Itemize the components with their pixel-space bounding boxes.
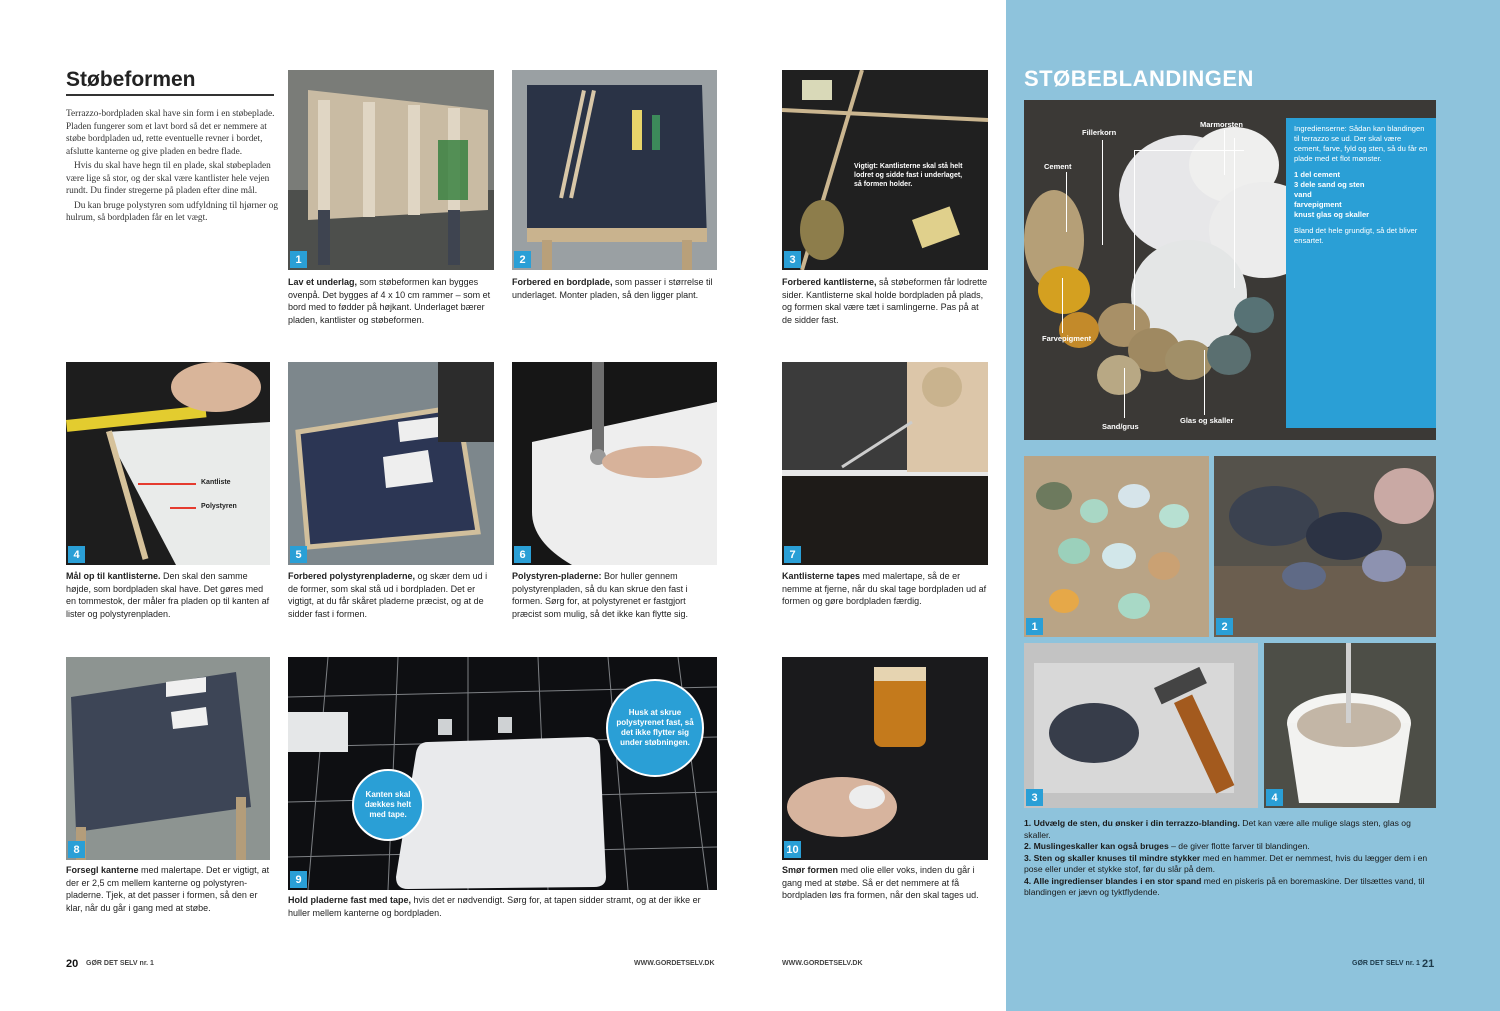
- step-text: med en piskeris på en boremaskine. Der tilsættes vand, til blandingen er jævn og tyktflydende.: [1024, 875, 1425, 897]
- sidebar-title: STØBEBLANDINGEN: [1024, 66, 1254, 91]
- caption-step-10: [782, 864, 988, 902]
- intro-paragraph: Du kan bruge polystyren som udfyldning til hjørner og hulrum, så bordpladen får en let vægt.: [66, 200, 278, 223]
- caption-text: Bor huller gennem polystyrenpladen, så du kan skrue den fast i formen. Sørg for, at polystyrenet er fastgjort præcist som mulig, så det ikke kan flytte sig.: [512, 571, 689, 619]
- step-index: 2: [1024, 841, 1029, 851]
- sidebar-step-4: 4. Alle ingredienser blandes i en stor spand med en piskeris på en boremaskine. Der tilsættes vand, til blandingen er jævn og tyktflydende.: [1024, 875, 1425, 897]
- step-number: 3: [784, 251, 801, 268]
- step-text: med en hammer. Det er nemmest, hvis du lægger dem i en pose eller under et stykke stof, før du slår på dem.: [1024, 852, 1428, 874]
- photo-taping-edges: [782, 362, 988, 565]
- photo-ingredients: [1024, 100, 1436, 440]
- step-number: 9: [290, 871, 307, 888]
- step-lead: Muslingeskaller kan også bruges: [1033, 841, 1169, 851]
- caption-step-4: [66, 570, 270, 620]
- intro-paragraph: Terrazzo-bordpladen skal have sin form i en støbeplade. Pladen fungerer som et lavt bord så det er nemmere at støbe bordpladen ud, rette eventuelle revner i bordet, afslutte kanterne og give pladen en bedre flade.: [66, 109, 275, 157]
- info-list-item: 1 del cement: [1294, 170, 1341, 179]
- caption-lead: Kantlisterne tapes: [782, 571, 861, 581]
- step-number: 7: [784, 546, 801, 563]
- info-list-item: farvepigment: [1294, 200, 1342, 209]
- caption-text: Den skal den samme højde, som bordpladen skal have. Det gøres med en tommestok, der måler fra pladen op til kanten af lister og polystyrenpladen.: [66, 571, 270, 619]
- left-folio: 20: [66, 958, 79, 970]
- caption-step-3: [782, 276, 988, 326]
- caption-text: med olie eller voks, inden du går i gang med at støbe. Så er det nemmere at få bordpladen løs fra formen, når den skal tages ud.: [782, 865, 979, 900]
- caption-step-2: [512, 276, 717, 301]
- caption-lead: Mål op til kantlisterne.: [66, 571, 161, 581]
- info-list-item: 3 dele sand og sten: [1294, 180, 1365, 189]
- step-lead: Sten og skaller knuses til mindre stykker: [1033, 852, 1201, 863]
- label-filler: Fillerkorn: [1082, 128, 1117, 137]
- left-url: WWW.GORDETSELV.DK: [634, 960, 715, 967]
- photo-sea-glass: [1024, 456, 1209, 637]
- photo-mussel-shells: [1214, 456, 1436, 637]
- photo-wooden-frame: [288, 70, 494, 270]
- label-pigment: Farvepigment: [1042, 334, 1092, 343]
- label-poly: Polystyren: [201, 503, 237, 510]
- label-cement: Cement: [1044, 162, 1072, 171]
- caption-text: så støbeformen får lodrette sider. Kantlisterne skal holde bordpladen på plads, og formen skal være tæt i samlingerne. Pas på at de sidder fast.: [782, 277, 988, 325]
- caption-step-5: [288, 570, 494, 620]
- caption-step-9: [288, 894, 717, 919]
- step-text: Det kan være alle mulige slags sten, glas og skaller.: [1024, 818, 1411, 840]
- callout-bubble-right: Husk at skrue polystyrenet fast, så det ikke flytter sig under støbningen.: [606, 679, 704, 777]
- step-number: 1: [290, 251, 307, 268]
- caption-lead: Forbered en bordplade,: [512, 277, 613, 287]
- caption-text: med malertape. Det er vigtigt, at der er 2,5 cm mellem kanterne og polystyren-pladerne. Tjek, at det passer i formen, så den er klar, når du går i gang med at støbe.: [66, 865, 270, 913]
- step-number: 4: [1266, 789, 1283, 806]
- caption-step-7: [782, 570, 988, 608]
- photo-callout-text: Vigtigt: Kantlisterne skal stå helt lodret og sidde fast i underlaget, så formen holder.: [854, 163, 963, 188]
- title-rule: [66, 94, 274, 96]
- photo-tiled-floor: [288, 657, 717, 890]
- step-lead: Udvælg de sten, du ønsker i din terrazzo-blanding.: [1033, 818, 1240, 828]
- ingredients-info-box: [1286, 118, 1436, 428]
- caption-lead: Forsegl kanterne: [66, 865, 139, 875]
- info-list-item: vand: [1294, 190, 1312, 199]
- caption-lead: Polystyren-pladerne:: [512, 571, 602, 581]
- step-number: 1: [1026, 618, 1043, 635]
- caption-lead: Lav et underlag,: [288, 277, 358, 287]
- label-line: [1204, 350, 1205, 415]
- caption-step-8: [66, 864, 270, 914]
- label-line: [1124, 368, 1125, 418]
- label-glass: Glas og skaller: [1180, 416, 1234, 425]
- caption-text: og skær dem ud i de former, som skal stå ud i bordpladen. Det er vigtigt, at du får skåret pladerne præcist, og at de sidder fast i formen.: [288, 571, 488, 619]
- left-page-title: Støbeformen: [66, 68, 196, 91]
- left-magazine-name: GØR DET SELV nr. 1: [86, 960, 154, 967]
- label-edge: Kantliste: [201, 479, 231, 486]
- step-number: 2: [514, 251, 531, 268]
- info-paragraph: Ingredienserne: Sådan kan blandingen til terrazzo se ud. Der skal være cement, farve, fyld og sten, så du får en plade med et flot mønster.: [1294, 124, 1428, 163]
- photo-kantlister: [782, 70, 988, 270]
- caption-text: med malertape, så de er nemme at fjerne, når du skal tage bordpladen ud af formen og gøre bordpladen færdig.: [782, 571, 987, 606]
- photo-oiling-form: [782, 657, 988, 860]
- caption-text: som støbeformen kan bygges ovenpå. Det bygges af 4 x 10 cm rammer – som et bord med to fødder på højkant. Underlaget bærer pladen, kantlister og støbeformen.: [288, 277, 491, 325]
- step-number: 5: [290, 546, 307, 563]
- callout-bubble-left: Kanten skal dækkes helt med tape.: [352, 769, 424, 841]
- intro-text: [66, 108, 278, 225]
- photo-mixing-bucket: [1264, 643, 1436, 808]
- step-index: 3: [1024, 852, 1029, 863]
- caption-lead: Smør formen: [782, 865, 839, 875]
- label-sand: Sand/grus: [1102, 422, 1139, 431]
- photo-measuring: [66, 362, 270, 565]
- caption-text: som passer i størrelse til underlaget. Monter pladen, så den ligger plant.: [512, 277, 713, 300]
- label-line: [1224, 130, 1225, 175]
- step-number: 3: [1026, 789, 1043, 806]
- step-lead: Alle ingredienser blandes i en stor spand: [1033, 875, 1202, 886]
- photo-board-sawhorse: [512, 70, 717, 270]
- caption-lead: Hold pladerne fast med tape,: [288, 895, 412, 905]
- label-line: [1134, 150, 1244, 151]
- info-list-item: knust glas og skaller: [1294, 210, 1370, 219]
- photo-crushing-shells: [1024, 643, 1258, 808]
- step-number: 6: [514, 546, 531, 563]
- caption-text: hvis det er nødvendigt. Sørg for, at tapen sidder stramt, og at der ikke er huller mellem kanterne og bordpladen.: [288, 895, 701, 918]
- sidebar-step-1: 1. Udvælg de sten, du ønsker i din terrazzo-blanding. Det kan være alle mulige slags sten, glas og skaller.: [1024, 818, 1411, 840]
- photo-drilling: [512, 362, 717, 565]
- photo-taped-form: [66, 657, 270, 860]
- label-line: [1102, 140, 1103, 245]
- label-line: [1066, 172, 1067, 232]
- right-folio: 21: [1422, 958, 1435, 970]
- label-line: [1062, 278, 1063, 333]
- step-index: 4: [1024, 875, 1029, 886]
- step-number: 4: [68, 546, 85, 563]
- step-index: 1: [1024, 818, 1029, 828]
- step-number: 8: [68, 841, 85, 858]
- caption-lead: Forbered polystyrenpladerne,: [288, 571, 416, 581]
- sidebar-steps: [1024, 818, 1436, 899]
- caption-lead: Forbered kantlisterne,: [782, 277, 877, 287]
- step-text: – de giver flotte farver til blandingen.: [1168, 841, 1310, 851]
- step-number: 2: [1216, 618, 1233, 635]
- label-line: [1134, 150, 1135, 330]
- photo-board-polystyrene: [288, 362, 494, 565]
- step-number: 10: [784, 841, 801, 858]
- intro-paragraph: Hvis du skal have hegn til en plade, skal støbepladen være lige så stor, og der skal være kantlister hele vejen rundt. Du finder stregerne på pladen efter dine mål.: [66, 161, 271, 196]
- caption-step-1: [288, 276, 494, 326]
- right-magazine-name: GØR DET SELV nr. 1: [1352, 960, 1420, 967]
- label-marble: Marmorsten: [1200, 120, 1243, 129]
- sidebar-step-2: 2. Muslingeskaller kan også bruges – de giver flotte farver til blandingen.: [1024, 841, 1310, 851]
- caption-step-6: [512, 570, 717, 620]
- right-url: WWW.GORDETSELV.DK: [782, 960, 863, 967]
- sidebar-step-3: 3. Sten og skaller knuses til mindre stykker med en hammer. Det er nemmest, hvis du lægger dem i en pose eller under et stykke stof, før du slår på dem.: [1024, 852, 1428, 874]
- label-line: [1234, 138, 1235, 288]
- info-paragraph: Bland det hele grundigt, så det bliver ensartet.: [1294, 226, 1418, 245]
